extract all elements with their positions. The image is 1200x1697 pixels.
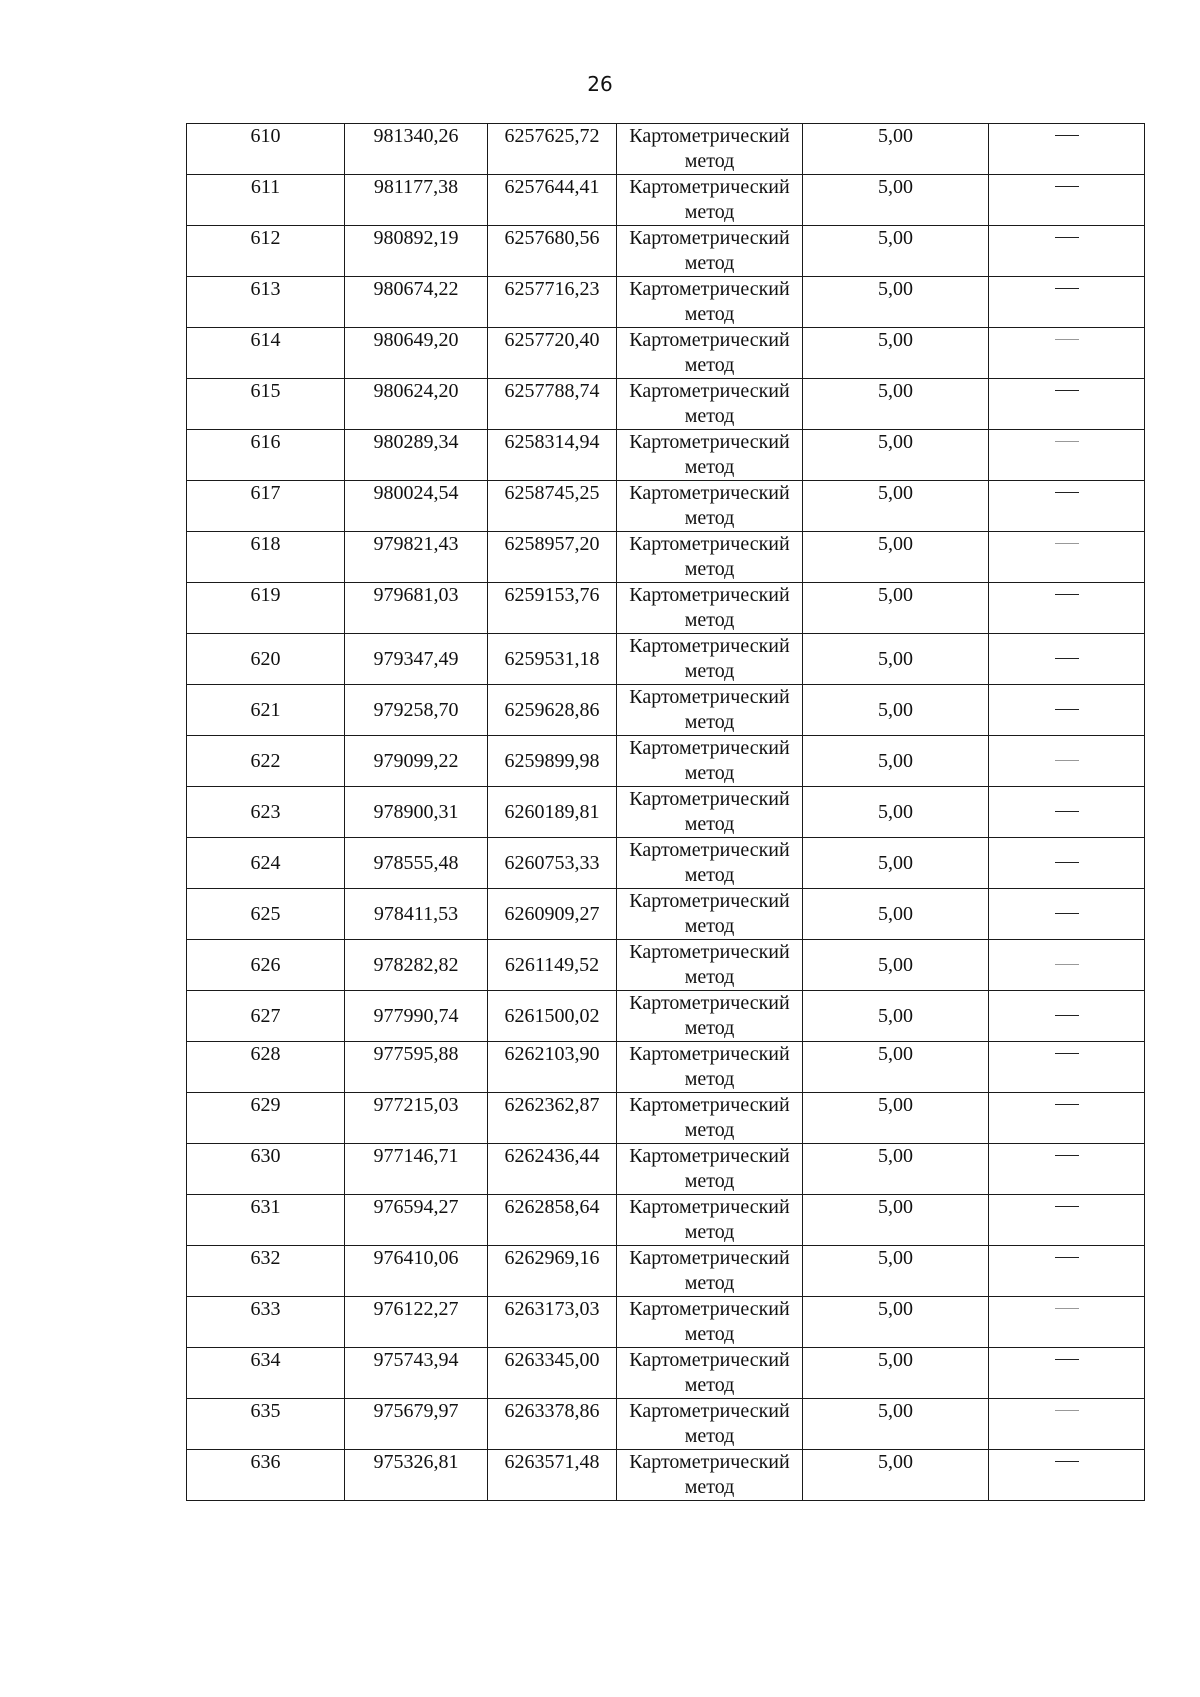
x-coordinate-cell: 976410,06 xyxy=(345,1246,488,1297)
point-number-cell: 627 xyxy=(187,991,345,1042)
method-cell xyxy=(617,889,803,940)
method-line-1: Картометрический xyxy=(629,431,790,453)
table-row xyxy=(187,634,1145,685)
description-cell xyxy=(989,991,1145,1042)
description-cell xyxy=(989,1093,1145,1144)
accuracy-cell: 5,00 xyxy=(803,736,989,787)
x-coordinate-cell: 979258,70 xyxy=(345,685,488,736)
method-line-1: Картометрический xyxy=(629,329,790,351)
method-cell xyxy=(617,736,803,787)
dash-mark xyxy=(1055,1461,1079,1462)
point-number-cell: 612 xyxy=(187,226,345,277)
method-line-1: Картометрический xyxy=(629,1247,790,1269)
point-number-cell: 618 xyxy=(187,532,345,583)
description-cell xyxy=(989,277,1145,328)
method-cell xyxy=(617,1246,803,1297)
method-line-2: метод xyxy=(684,1476,735,1498)
dash-mark xyxy=(1055,1053,1079,1054)
point-number-cell: 621 xyxy=(187,685,345,736)
dash-mark xyxy=(1055,913,1079,914)
accuracy-cell: 5,00 xyxy=(803,634,989,685)
method-cell xyxy=(617,634,803,685)
method-cell xyxy=(617,481,803,532)
accuracy-cell: 5,00 xyxy=(803,1042,989,1093)
description-cell xyxy=(989,481,1145,532)
method-cell xyxy=(617,532,803,583)
table-row xyxy=(187,991,1145,1042)
accuracy-cell: 5,00 xyxy=(803,1399,989,1450)
table-row xyxy=(187,1399,1145,1450)
accuracy-cell: 5,00 xyxy=(803,787,989,838)
table-row xyxy=(187,175,1145,226)
accuracy-cell: 5,00 xyxy=(803,1093,989,1144)
x-coordinate-cell: 978411,53 xyxy=(345,889,488,940)
table-row xyxy=(187,124,1145,175)
method-line-2: метод xyxy=(684,507,735,529)
method-line-1: Картометрический xyxy=(629,890,790,912)
dash-mark xyxy=(1055,390,1079,391)
method-line-1: Картометрический xyxy=(629,1043,790,1065)
point-number-cell: 615 xyxy=(187,379,345,430)
y-coordinate-cell: 6263345,00 xyxy=(488,1348,617,1399)
description-cell xyxy=(989,175,1145,226)
method-line-1: Картометрический xyxy=(629,1145,790,1167)
method-cell xyxy=(617,1348,803,1399)
method-line-1: Картометрический xyxy=(629,1349,790,1371)
dash-mark xyxy=(1055,492,1079,493)
y-coordinate-cell: 6259899,98 xyxy=(488,736,617,787)
table-row xyxy=(187,277,1145,328)
accuracy-cell: 5,00 xyxy=(803,991,989,1042)
method-line-2: метод xyxy=(684,558,735,580)
point-number-cell: 628 xyxy=(187,1042,345,1093)
method-cell xyxy=(617,175,803,226)
method-line-2: метод xyxy=(684,762,735,784)
table-row xyxy=(187,838,1145,889)
description-cell xyxy=(989,328,1145,379)
accuracy-cell: 5,00 xyxy=(803,481,989,532)
accuracy-cell: 5,00 xyxy=(803,124,989,175)
point-number-cell: 635 xyxy=(187,1399,345,1450)
point-number-cell: 623 xyxy=(187,787,345,838)
y-coordinate-cell: 6262436,44 xyxy=(488,1144,617,1195)
description-cell xyxy=(989,1144,1145,1195)
accuracy-cell: 5,00 xyxy=(803,889,989,940)
method-line-2: метод xyxy=(684,1374,735,1396)
table-row xyxy=(187,379,1145,430)
method-line-1: Картометрический xyxy=(629,1451,790,1473)
method-cell xyxy=(617,1399,803,1450)
method-cell xyxy=(617,430,803,481)
method-line-1: Картометрический xyxy=(629,1094,790,1116)
table-row xyxy=(187,1093,1145,1144)
x-coordinate-cell: 981340,26 xyxy=(345,124,488,175)
accuracy-cell: 5,00 xyxy=(803,328,989,379)
method-cell xyxy=(617,991,803,1042)
method-line-2: метод xyxy=(684,405,735,427)
accuracy-cell: 5,00 xyxy=(803,175,989,226)
dash-mark xyxy=(1055,186,1079,187)
point-number-cell: 633 xyxy=(187,1297,345,1348)
x-coordinate-cell: 980624,20 xyxy=(345,379,488,430)
description-cell xyxy=(989,532,1145,583)
method-cell xyxy=(617,1042,803,1093)
description-cell xyxy=(989,1297,1145,1348)
y-coordinate-cell: 6260753,33 xyxy=(488,838,617,889)
accuracy-cell: 5,00 xyxy=(803,430,989,481)
dash-mark xyxy=(1055,441,1079,442)
dash-mark xyxy=(1055,1155,1079,1156)
method-line-2: метод xyxy=(684,354,735,376)
accuracy-cell: 5,00 xyxy=(803,1246,989,1297)
x-coordinate-cell: 978900,31 xyxy=(345,787,488,838)
x-coordinate-cell: 978555,48 xyxy=(345,838,488,889)
table-row xyxy=(187,583,1145,634)
method-line-2: метод xyxy=(684,1170,735,1192)
y-coordinate-cell: 6262362,87 xyxy=(488,1093,617,1144)
table-row xyxy=(187,1450,1145,1501)
table-row xyxy=(187,1297,1145,1348)
coordinates-table-body xyxy=(187,124,1145,1501)
description-cell xyxy=(989,1042,1145,1093)
point-number-cell: 631 xyxy=(187,1195,345,1246)
y-coordinate-cell: 6258957,20 xyxy=(488,532,617,583)
method-line-2: метод xyxy=(684,1068,735,1090)
dash-mark xyxy=(1055,1359,1079,1360)
y-coordinate-cell: 6258314,94 xyxy=(488,430,617,481)
y-coordinate-cell: 6259531,18 xyxy=(488,634,617,685)
description-cell xyxy=(989,889,1145,940)
point-number-cell: 613 xyxy=(187,277,345,328)
x-coordinate-cell: 981177,38 xyxy=(345,175,488,226)
method-line-1: Картометрический xyxy=(629,941,790,963)
method-cell xyxy=(617,1093,803,1144)
table-row xyxy=(187,430,1145,481)
method-line-1: Картометрический xyxy=(629,227,790,249)
dash-mark xyxy=(1055,658,1079,659)
method-cell xyxy=(617,379,803,430)
description-cell xyxy=(989,1246,1145,1297)
y-coordinate-cell: 6257680,56 xyxy=(488,226,617,277)
dash-mark xyxy=(1055,964,1079,965)
method-line-2: метод xyxy=(684,1017,735,1039)
method-line-2: метод xyxy=(684,201,735,223)
x-coordinate-cell: 979681,03 xyxy=(345,583,488,634)
description-cell xyxy=(989,634,1145,685)
method-line-1: Картометрический xyxy=(629,176,790,198)
accuracy-cell: 5,00 xyxy=(803,1297,989,1348)
y-coordinate-cell: 6257788,74 xyxy=(488,379,617,430)
accuracy-cell: 5,00 xyxy=(803,277,989,328)
method-line-2: метод xyxy=(684,150,735,172)
point-number-cell: 620 xyxy=(187,634,345,685)
method-line-2: метод xyxy=(684,252,735,274)
y-coordinate-cell: 6259628,86 xyxy=(488,685,617,736)
dash-mark xyxy=(1055,1015,1079,1016)
x-coordinate-cell: 975743,94 xyxy=(345,1348,488,1399)
method-cell xyxy=(617,226,803,277)
accuracy-cell: 5,00 xyxy=(803,838,989,889)
method-line-2: метод xyxy=(684,1425,735,1447)
method-line-1: Картометрический xyxy=(629,380,790,402)
page-number: 26 xyxy=(587,72,613,96)
y-coordinate-cell: 6257644,41 xyxy=(488,175,617,226)
x-coordinate-cell: 975326,81 xyxy=(345,1450,488,1501)
y-coordinate-cell: 6257716,23 xyxy=(488,277,617,328)
method-line-2: метод xyxy=(684,456,735,478)
description-cell xyxy=(989,685,1145,736)
method-line-2: метод xyxy=(684,660,735,682)
dash-mark xyxy=(1055,811,1079,812)
method-line-1: Картометрический xyxy=(629,1298,790,1320)
method-cell xyxy=(617,1450,803,1501)
x-coordinate-cell: 980674,22 xyxy=(345,277,488,328)
method-line-1: Картометрический xyxy=(629,125,790,147)
method-line-1: Картометрический xyxy=(629,1400,790,1422)
y-coordinate-cell: 6261500,02 xyxy=(488,991,617,1042)
y-coordinate-cell: 6262858,64 xyxy=(488,1195,617,1246)
description-cell xyxy=(989,940,1145,991)
point-number-cell: 614 xyxy=(187,328,345,379)
method-line-1: Картометрический xyxy=(629,737,790,759)
point-number-cell: 634 xyxy=(187,1348,345,1399)
method-line-2: метод xyxy=(684,966,735,988)
method-line-1: Картометрический xyxy=(629,1196,790,1218)
y-coordinate-cell: 6258745,25 xyxy=(488,481,617,532)
point-number-cell: 632 xyxy=(187,1246,345,1297)
method-cell xyxy=(617,787,803,838)
x-coordinate-cell: 980892,19 xyxy=(345,226,488,277)
dash-mark xyxy=(1055,135,1079,136)
method-line-2: метод xyxy=(684,1272,735,1294)
y-coordinate-cell: 6257720,40 xyxy=(488,328,617,379)
point-number-cell: 610 xyxy=(187,124,345,175)
description-cell xyxy=(989,379,1145,430)
table-row xyxy=(187,1144,1145,1195)
description-cell xyxy=(989,787,1145,838)
point-number-cell: 617 xyxy=(187,481,345,532)
table-row xyxy=(187,226,1145,277)
method-line-1: Картометрический xyxy=(629,584,790,606)
method-line-1: Картометрический xyxy=(629,788,790,810)
method-cell xyxy=(617,124,803,175)
y-coordinate-cell: 6263378,86 xyxy=(488,1399,617,1450)
accuracy-cell: 5,00 xyxy=(803,685,989,736)
description-cell xyxy=(989,583,1145,634)
x-coordinate-cell: 979347,49 xyxy=(345,634,488,685)
point-number-cell: 619 xyxy=(187,583,345,634)
x-coordinate-cell: 978282,82 xyxy=(345,940,488,991)
dash-mark xyxy=(1055,237,1079,238)
method-cell xyxy=(617,1297,803,1348)
y-coordinate-cell: 6263571,48 xyxy=(488,1450,617,1501)
x-coordinate-cell: 977215,03 xyxy=(345,1093,488,1144)
description-cell xyxy=(989,736,1145,787)
dash-mark xyxy=(1055,543,1079,544)
description-cell xyxy=(989,1399,1145,1450)
method-line-2: метод xyxy=(684,1119,735,1141)
point-number-cell: 624 xyxy=(187,838,345,889)
method-cell xyxy=(617,583,803,634)
y-coordinate-cell: 6260189,81 xyxy=(488,787,617,838)
dash-mark xyxy=(1055,862,1079,863)
accuracy-cell: 5,00 xyxy=(803,1195,989,1246)
description-cell xyxy=(989,1450,1145,1501)
accuracy-cell: 5,00 xyxy=(803,379,989,430)
dash-mark xyxy=(1055,339,1079,340)
point-number-cell: 611 xyxy=(187,175,345,226)
accuracy-cell: 5,00 xyxy=(803,583,989,634)
method-line-2: метод xyxy=(684,813,735,835)
point-number-cell: 625 xyxy=(187,889,345,940)
method-line-2: метод xyxy=(684,711,735,733)
y-coordinate-cell: 6262103,90 xyxy=(488,1042,617,1093)
dash-mark xyxy=(1055,594,1079,595)
method-line-1: Картометрический xyxy=(629,278,790,300)
x-coordinate-cell: 977595,88 xyxy=(345,1042,488,1093)
method-line-2: метод xyxy=(684,609,735,631)
method-line-1: Картометрический xyxy=(629,992,790,1014)
accuracy-cell: 5,00 xyxy=(803,1348,989,1399)
y-coordinate-cell: 6260909,27 xyxy=(488,889,617,940)
x-coordinate-cell: 976122,27 xyxy=(345,1297,488,1348)
description-cell xyxy=(989,1195,1145,1246)
method-cell xyxy=(617,940,803,991)
y-coordinate-cell: 6263173,03 xyxy=(488,1297,617,1348)
method-cell xyxy=(617,277,803,328)
point-number-cell: 629 xyxy=(187,1093,345,1144)
method-cell xyxy=(617,838,803,889)
method-cell xyxy=(617,685,803,736)
dash-mark xyxy=(1055,1308,1079,1309)
y-coordinate-cell: 6261149,52 xyxy=(488,940,617,991)
table-row xyxy=(187,787,1145,838)
method-line-1: Картометрический xyxy=(629,839,790,861)
x-coordinate-cell: 979821,43 xyxy=(345,532,488,583)
accuracy-cell: 5,00 xyxy=(803,1450,989,1501)
table-row xyxy=(187,532,1145,583)
description-cell xyxy=(989,430,1145,481)
dash-mark xyxy=(1055,288,1079,289)
x-coordinate-cell: 980649,20 xyxy=(345,328,488,379)
table-row xyxy=(187,328,1145,379)
accuracy-cell: 5,00 xyxy=(803,226,989,277)
accuracy-cell: 5,00 xyxy=(803,532,989,583)
table-row xyxy=(187,940,1145,991)
y-coordinate-cell: 6257625,72 xyxy=(488,124,617,175)
method-line-1: Картометрический xyxy=(629,533,790,555)
dash-mark xyxy=(1055,709,1079,710)
x-coordinate-cell: 977990,74 xyxy=(345,991,488,1042)
table-row xyxy=(187,685,1145,736)
method-cell xyxy=(617,1144,803,1195)
point-number-cell: 626 xyxy=(187,940,345,991)
description-cell xyxy=(989,226,1145,277)
dash-mark xyxy=(1055,1410,1079,1411)
description-cell xyxy=(989,124,1145,175)
dash-mark xyxy=(1055,1104,1079,1105)
dash-mark xyxy=(1055,1257,1079,1258)
method-line-2: метод xyxy=(684,303,735,325)
table-row xyxy=(187,1348,1145,1399)
point-number-cell: 616 xyxy=(187,430,345,481)
x-coordinate-cell: 979099,22 xyxy=(345,736,488,787)
method-line-2: метод xyxy=(684,915,735,937)
table-row xyxy=(187,1195,1145,1246)
method-cell xyxy=(617,1195,803,1246)
table-row xyxy=(187,1246,1145,1297)
point-number-cell: 636 xyxy=(187,1450,345,1501)
accuracy-cell: 5,00 xyxy=(803,1144,989,1195)
table-row xyxy=(187,736,1145,787)
method-line-2: метод xyxy=(684,1221,735,1243)
table-row xyxy=(187,1042,1145,1093)
accuracy-cell: 5,00 xyxy=(803,940,989,991)
table-row xyxy=(187,889,1145,940)
method-line-2: метод xyxy=(684,1323,735,1345)
dash-mark xyxy=(1055,760,1079,761)
method-line-1: Картометрический xyxy=(629,482,790,504)
x-coordinate-cell: 980289,34 xyxy=(345,430,488,481)
point-number-cell: 630 xyxy=(187,1144,345,1195)
coordinates-table xyxy=(186,123,1145,1501)
x-coordinate-cell: 980024,54 xyxy=(345,481,488,532)
x-coordinate-cell: 977146,71 xyxy=(345,1144,488,1195)
description-cell xyxy=(989,838,1145,889)
point-number-cell: 622 xyxy=(187,736,345,787)
method-line-1: Картометрический xyxy=(629,635,790,657)
method-line-2: метод xyxy=(684,864,735,886)
method-line-1: Картометрический xyxy=(629,686,790,708)
method-cell xyxy=(617,328,803,379)
table-row xyxy=(187,481,1145,532)
dash-mark xyxy=(1055,1206,1079,1207)
y-coordinate-cell: 6262969,16 xyxy=(488,1246,617,1297)
x-coordinate-cell: 976594,27 xyxy=(345,1195,488,1246)
y-coordinate-cell: 6259153,76 xyxy=(488,583,617,634)
x-coordinate-cell: 975679,97 xyxy=(345,1399,488,1450)
description-cell xyxy=(989,1348,1145,1399)
